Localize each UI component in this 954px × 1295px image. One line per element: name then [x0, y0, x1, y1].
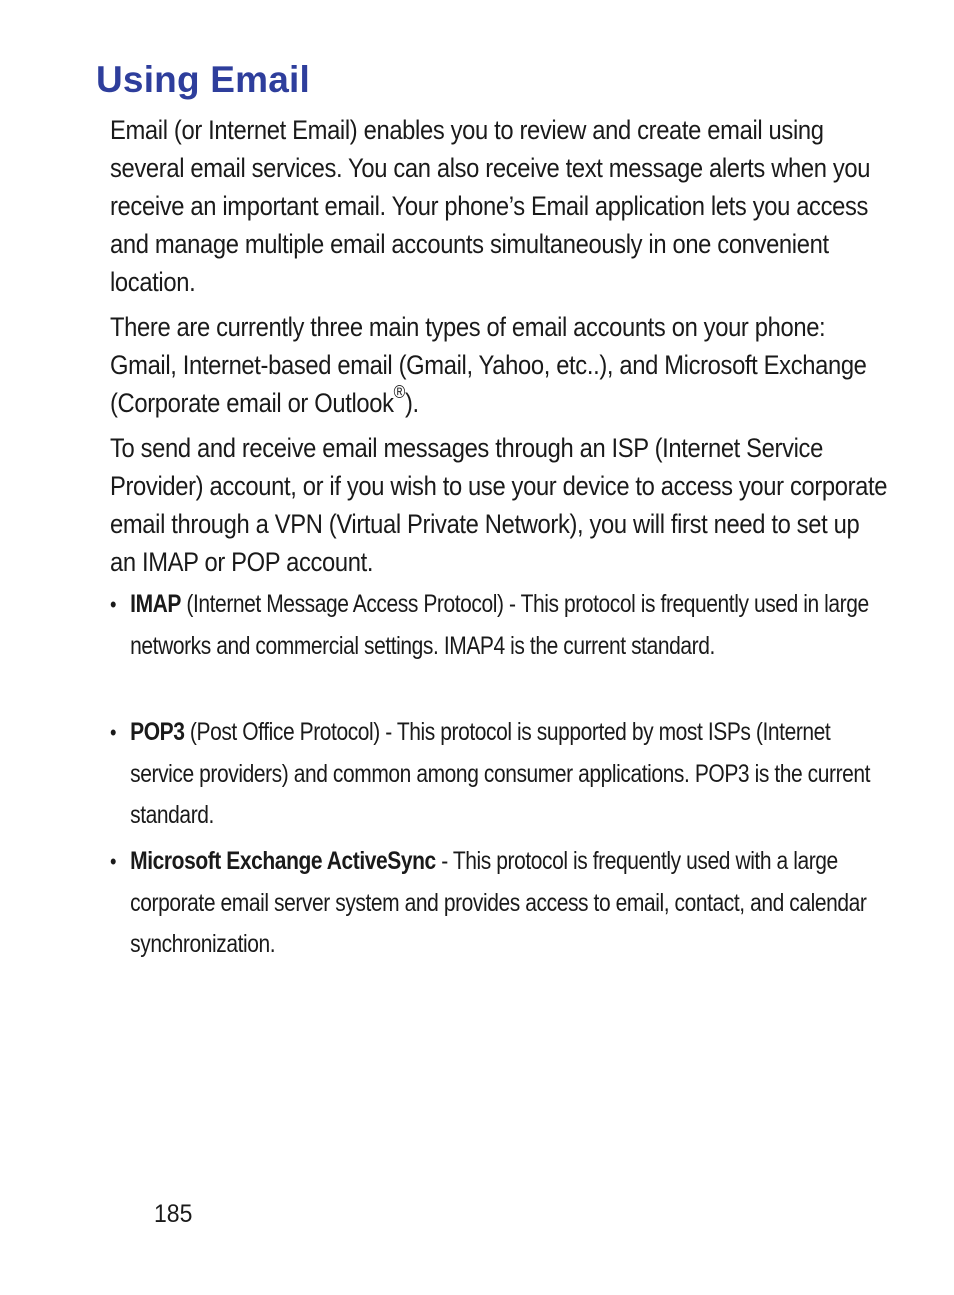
protocol-term: POP3	[130, 718, 185, 746]
bullet-icon: •	[110, 592, 117, 617]
registered-mark: ®	[393, 382, 405, 402]
isp-setup-paragraph: To send and receive email messages through an ISP (Internet Service Provider) account, or if you wish to use your device to access your corporate email through a VPN (Virtual Private Network), you will first need to set up an IMAP or POP account.	[110, 433, 888, 577]
bullet-icon: •	[110, 849, 117, 874]
account-types-paragraph	[110, 308, 890, 422]
bullet-icon: •	[110, 720, 117, 745]
protocol-description: - This protocol is frequently used with a large corporate email server system and provides access to email, contact, and calendar synchronization.	[130, 847, 867, 958]
list-item-pop3	[110, 712, 895, 837]
list-item-imap	[110, 584, 895, 667]
list-item-exchange	[110, 841, 895, 966]
page-number: 185	[154, 1200, 193, 1228]
account-types-text: There are currently three main types of email accounts on your phone: Gmail, Internet-based email (Gmail, Yahoo, etc..), and Microsoft Exchange (Corporate email or Outlook	[110, 312, 867, 418]
protocol-description: (Post Office Protocol) - This protocol is supported by most ISPs (Internet service providers) and common among consumer applications. POP3 is the current standard.	[130, 718, 871, 829]
protocol-term: Microsoft Exchange ActiveSync	[130, 847, 436, 875]
protocol-term: IMAP	[130, 590, 181, 618]
intro-paragraph: Email (or Internet Email) enables you to review and create email using several email services. You can also receive text message alerts when you receive an important email. Your phone’s Email application lets you access and manage multiple email accounts simultaneously in one convenient location.	[110, 115, 871, 297]
page-title: Using Email	[96, 59, 310, 100]
account-types-end: ).	[404, 388, 419, 418]
protocol-description: (Internet Message Access Protocol) - This protocol is frequently used in large networks and commercial settings. IMAP4 is the current standard.	[130, 590, 869, 660]
